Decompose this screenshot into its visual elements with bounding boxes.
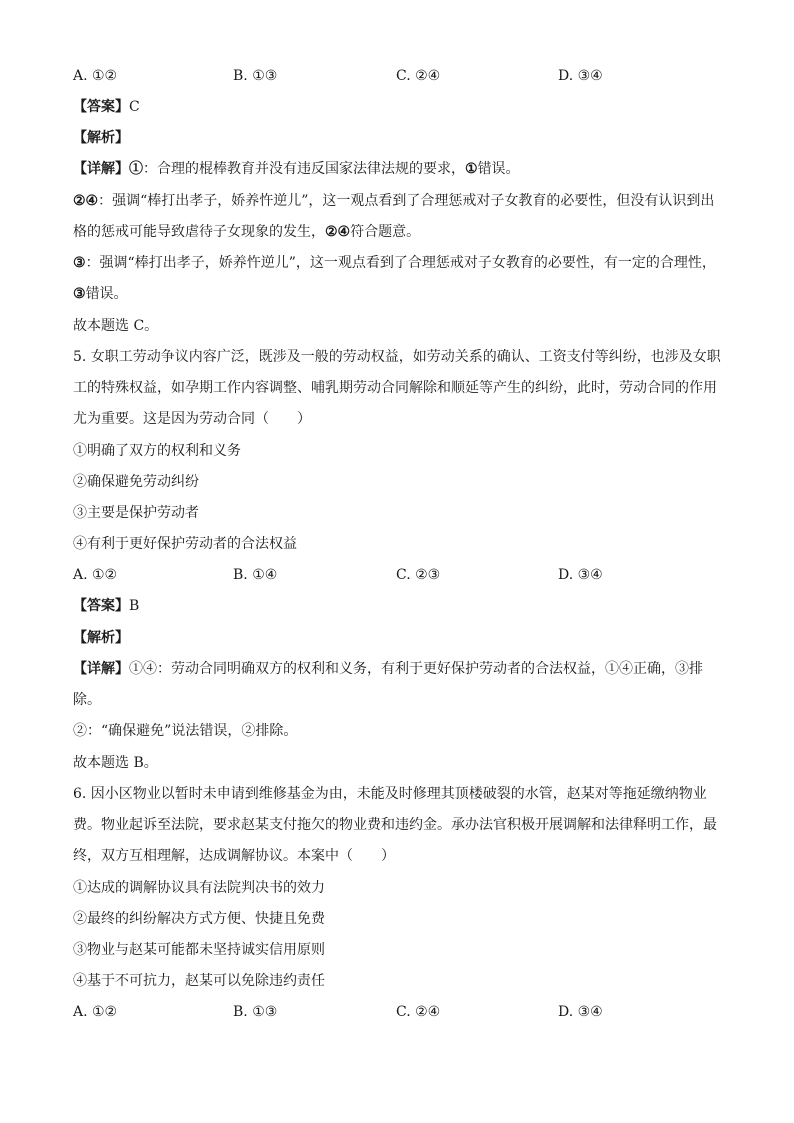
detail-text: 错误。 [477, 161, 520, 177]
item-mark: ① [465, 161, 478, 177]
q4-detail-1 [73, 159, 520, 179]
q5-option-a: A. ①② [73, 567, 118, 583]
q5-conclusion: 故本题选 B。 [73, 755, 158, 771]
q5-analysis-tag [73, 628, 129, 648]
item-mark: ②④ [73, 193, 99, 209]
q5-stem-line1: 5. 女职工劳动争议内容广泛，既涉及一般的劳动权益，如劳动关系的确认、工资支付等纠纷，也涉及女职 [73, 349, 721, 365]
q6-option-d: D. ③④ [558, 1004, 603, 1020]
q5-detail-line1 [73, 659, 703, 679]
q5-option-c: C. ②③ [396, 567, 441, 583]
q6-stem-line1: 6. 因小区物业以暂时未申请到维修基金为由，未能及时修理其顶楼破裂的水管，赵某对等拖延缴纳物业 [73, 786, 707, 802]
q4-detail-2-line2 [73, 222, 420, 242]
answer-tag: 【答案】 [73, 598, 129, 614]
q4-conclusion: 故本题选 C。 [73, 318, 159, 334]
q4-options [73, 66, 733, 86]
q4-detail-3-line2 [73, 284, 128, 304]
q6-item-1: ①达成的调解协议具有法院判决书的效力 [73, 880, 325, 896]
answer-value: B [129, 598, 140, 614]
q4-analysis-tag [73, 128, 129, 148]
item-mark: ②④ [325, 224, 351, 240]
item-mark: ③ [73, 255, 86, 271]
q4-detail-3-line1 [73, 253, 716, 273]
q4-answer [73, 97, 140, 117]
q4-option-a: A. ①② [73, 68, 118, 84]
detail-text: ：合理的棍棒教育并没有违反国家法律法规的要求， [143, 161, 465, 177]
q5-stem-line3: 尤为重要。这是因为劳动合同（ ） [73, 411, 311, 427]
item-mark: ① [129, 161, 143, 177]
q5-detail-line3: ②：“确保避免”说法错误，②排除。 [73, 723, 298, 739]
q6-options [73, 1002, 733, 1022]
detail-text: 错误。 [85, 286, 128, 302]
detail-text: 符合题意。 [350, 224, 421, 240]
q6-option-b: B. ①③ [233, 1004, 278, 1020]
detail-text: 格的惩戒可能导致虐待子女现象的发生， [73, 224, 325, 240]
q6-option-c: C. ②④ [396, 1004, 441, 1020]
q5-options [73, 565, 733, 585]
q5-option-d: D. ③④ [558, 567, 603, 583]
detail-tag: 【详解】 [73, 161, 129, 177]
detail-tag: 【详解】 [73, 661, 129, 677]
q6-item-2: ②最终的纠纷解决方式方便、快捷且免费 [73, 911, 325, 927]
q6-stem-line3: 终，双方互相理解，达成调解协议。本案中（ ） [73, 848, 395, 864]
q5-answer [73, 596, 139, 616]
detail-text: ①④：劳动合同明确双方的权利和义务，有利于更好保护劳动者的合法权益，①④正确，③排 [129, 661, 703, 677]
detail-text: ：强调“棒打出孝子，娇养忤逆儿”，这一观点看到了合理惩戒对子女教育的必要性，但没有认识到出 [98, 193, 715, 209]
answer-tag: 【答案】 [73, 99, 129, 115]
q5-item-3: ③主要是保护劳动者 [73, 505, 199, 521]
q5-detail-line2: 除。 [73, 692, 101, 708]
q6-item-4: ④基于不可抗力，赵某可以免除违约责任 [73, 973, 325, 989]
q5-item-2: ②确保避免劳动纠纷 [73, 474, 199, 490]
analysis-tag: 【解析】 [73, 630, 129, 646]
q6-stem-line2: 费。物业起诉至法院，要求赵某支付拖欠的物业费和违约金。承办法官积极开展调解和法律释明工作，最 [73, 817, 717, 833]
q4-option-d: D. ③④ [558, 68, 603, 84]
q4-option-c: C. ②④ [396, 68, 441, 84]
q4-option-b: B. ①③ [233, 68, 278, 84]
detail-text: ：强调“棒打出孝子，娇养忤逆儿”，这一观点看到了合理惩戒对子女教育的必要性，有一定的合理性， [85, 255, 716, 271]
q4-detail-2-line1 [73, 191, 714, 211]
q5-item-4: ④有利于更好保护劳动者的合法权益 [73, 536, 297, 552]
item-mark: ③ [73, 286, 86, 302]
analysis-tag: 【解析】 [73, 130, 129, 146]
q5-item-1: ①明确了双方的权利和义务 [73, 443, 241, 459]
q6-item-3: ③物业与赵某可能都未坚持诚实信用原则 [73, 942, 325, 958]
answer-value: C [129, 99, 140, 115]
q5-option-b: B. ①④ [233, 567, 278, 583]
q6-option-a: A. ①② [73, 1004, 118, 1020]
q5-stem-line2: 工的特殊权益，如孕期工作内容调整、哺乳期劳动合同解除和顺延等产生的纠纷，此时，劳动合同的作用 [73, 380, 717, 396]
